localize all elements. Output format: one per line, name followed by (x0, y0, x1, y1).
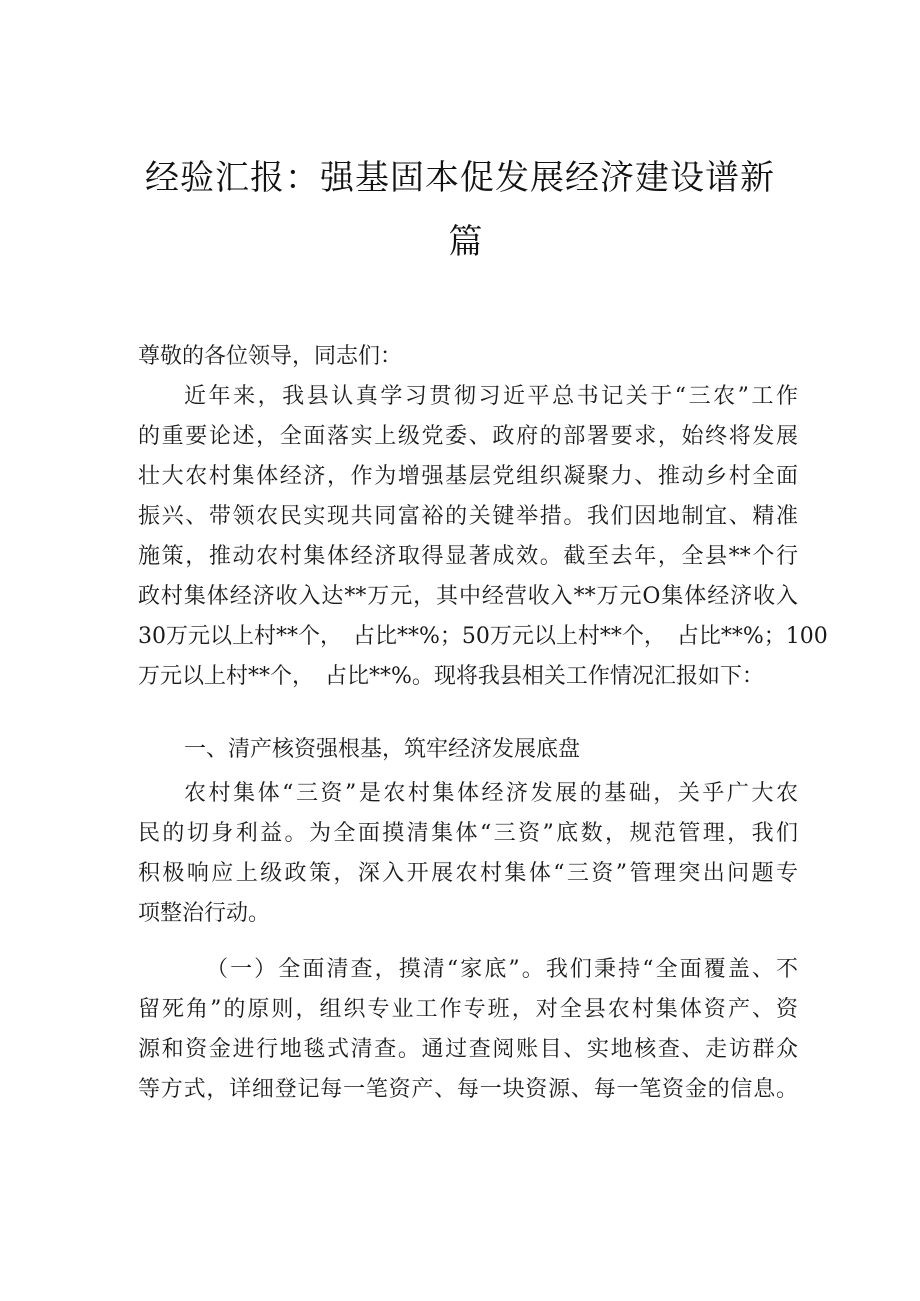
paragraph-line: 30万元以上村**个， 占比**%；50万元以上村**个， 占比**%；100 (138, 624, 828, 649)
greeting: 尊敬的各位领导，同志们： (138, 344, 403, 369)
paragraph-line: 民的切身利益。为全面摸清集体“三资”底数，规范管理，我们 (138, 821, 798, 846)
paragraph-line: （一）全面清查，摸清“家底”。我们秉持“全面覆盖、不 (206, 957, 798, 982)
paragraph-line: 近年来，我县认真学习贯彻习近平总书记关于“三农”工作 (184, 384, 798, 409)
document-title-line-1: 经验汇报：强基固本促发展经济建设谱新 (145, 158, 775, 198)
paragraph-line: 农村集体“三资”是农村集体经济发展的基础，关乎广大农 (184, 781, 798, 806)
document-body-bottom (138, 950, 798, 1110)
paragraph-line: 壮大农村集体经济，作为增强基层党组织凝聚力、推动乡村全面 (138, 464, 798, 489)
section-heading: 一、清产核资强根基，筑牢经济发展底盘 (184, 737, 581, 762)
paragraph-line: 源和资金进行地毯式清查。通过查阅账目、实地核查、走访群众 (138, 1037, 798, 1062)
document-body-middle (138, 774, 798, 934)
paragraph-line: 振兴、带领农民实现共同富裕的关键举措。我们因地制宜、精准 (138, 504, 798, 529)
paragraph-line: 政村集体经济收入达**万元，其中经营收入**万元O集体经济收入 (138, 584, 798, 609)
paragraph-line: 留死角”的原则，组织专业工作专班，对全县农村集体资产、资 (138, 997, 798, 1022)
document-title-line-2: 篇 (448, 222, 484, 262)
paragraph-line: 积极响应上级政策，深入开展农村集体“三资”管理突出问题专 (138, 861, 798, 886)
document-body-top (138, 337, 828, 697)
paragraph-line: 万元以上村**个， 占比**%。现将我县相关工作情况汇报如下： (138, 664, 764, 689)
section-heading-block (138, 728, 798, 772)
paragraph-line: 施策，推动农村集体经济取得显著成效。截至去年，全县**个行 (138, 544, 798, 569)
paragraph-line: 等方式，详细登记每一笔资产、每一块资源、每一笔资金的信息。 (138, 1077, 798, 1102)
paragraph-line: 的重要论述，全面落实上级党委、政府的部署要求，始终将发展 (138, 424, 798, 449)
paragraph-line: 项整治行动。 (138, 901, 271, 926)
